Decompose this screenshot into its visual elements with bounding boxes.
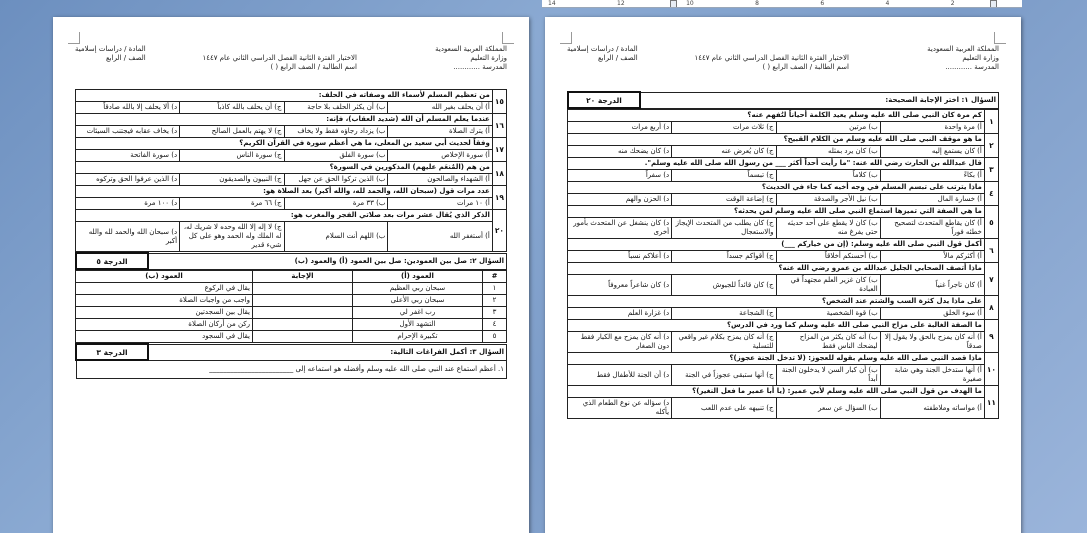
answer-option[interactable]: أ) يترك الصلاة <box>388 126 492 138</box>
question-stem: عدد مرات قول (سبحان الله، والحمد لله، والله أكبر) بعد الصلاة هو: <box>76 186 493 198</box>
answer-option[interactable]: د) أن الجنة للأطفال فقط <box>568 365 672 386</box>
ruler-tick: 6 <box>820 0 825 7</box>
question-stem: كم مرة كان النبي صلى الله عليه وسلم يعيد الكلمة أحياناً لتُفهم عنه؟ <box>568 110 985 122</box>
ruler-tick: 14 <box>548 0 556 7</box>
question-stem-row <box>568 110 999 122</box>
exam-sheet <box>75 89 507 379</box>
question-stem-row <box>76 186 507 198</box>
margin-corner-mark <box>502 32 514 44</box>
question-stem: على ماذا يدل كثرة السب والشتم عند الشخص؟ <box>568 296 985 308</box>
question-number: ١ <box>984 110 998 134</box>
answer-option[interactable]: د) سبحان الله والحمد لله والله أكبر <box>76 222 180 252</box>
question-options-row <box>568 365 999 386</box>
question-stem: وفقاً لحديث أبي سعيد بن المعلى، ما هي أعظم سورة في القرآن الكريم؟ <box>76 138 493 150</box>
question-stem: أكمل قول النبي صلى الله عليه وسلم: (إن من خياركم ___) <box>568 239 985 251</box>
answer-option[interactable]: د) كان شاعراً معروفاً <box>568 275 672 296</box>
kingdom-text: المملكة العربية السعودية <box>927 45 999 53</box>
question-options-row <box>568 308 999 320</box>
exam-header <box>567 45 999 81</box>
mcq-table <box>567 109 999 419</box>
answer-option[interactable]: أ) خسارة المال <box>880 194 984 206</box>
kingdom-text: المملكة العربية السعودية <box>435 45 507 53</box>
answer-option[interactable]: ج) أقواكم جسداً <box>672 251 776 263</box>
answer-option[interactable]: د) الذين عرفوا الحق وتركوه <box>76 174 180 186</box>
question-stem: من هم (المُنعَم عليهم) المذكورين في السورة؟ <box>76 162 493 174</box>
answer-option[interactable]: ج) ثلاث مرات <box>672 122 776 134</box>
mcq-table <box>75 89 507 252</box>
question-stem: ماذا قصد النبي صلى الله عليه وسلم بقوله للعجوز: (لا تدخل الجنة عجوز)؟ <box>568 353 985 365</box>
question-stem: عندما يعلم المسلم أن الله (شديد العقاب)، فإنه: <box>76 114 493 126</box>
column-a-item: تكبيرة الإحرام <box>353 331 483 343</box>
column-b-item: يقال بين السجدتين <box>76 307 253 319</box>
answer-option[interactable]: أ) كان يقاطع المتحدث لتصحيح خطئه فوراً <box>880 218 984 239</box>
question-number: ٦ <box>984 239 998 263</box>
indent-marker[interactable] <box>670 0 677 8</box>
answer-option[interactable]: ج) إضاعة الوقت <box>672 194 776 206</box>
answer-option[interactable]: د) سفراً <box>568 170 672 182</box>
answer-option[interactable]: أ) بكاءً <box>880 170 984 182</box>
question-options-row <box>76 222 507 252</box>
question-number: ٢ <box>984 134 998 158</box>
answer-option[interactable]: ب) أن يكثر الحلف بلا حاجة <box>284 102 388 114</box>
question-options-row <box>76 102 507 114</box>
fill-blanks-header <box>75 343 507 379</box>
question-stem-row <box>568 239 999 251</box>
answer-option[interactable]: ب) كان يرد بمثله <box>776 146 880 158</box>
ruler-ticks <box>542 0 1022 7</box>
student-name-line: اسم الطالبة / الصف الرابع ( ) <box>762 63 849 71</box>
ruler-tick: 8 <box>755 0 759 7</box>
answer-option[interactable]: أ) مرة واحدة <box>880 122 984 134</box>
ruler-tick: 2 <box>950 0 955 7</box>
section3-title: السؤال ٣: أكمل الفراغات التالية: <box>148 344 507 360</box>
answer-option[interactable]: أ) ١٠ مرات <box>388 198 492 210</box>
matching-row <box>76 331 507 343</box>
matching-number: ٣ <box>483 307 507 319</box>
answer-option[interactable]: د) سؤاله عن نوع الطعام الذي يأكله <box>568 398 672 419</box>
question-stem-row <box>568 134 999 146</box>
answer-option[interactable]: أ) مواساته وملاطفته <box>880 398 984 419</box>
ministry-text: وزارة التعليم <box>470 54 507 62</box>
question-stem: ما هي الصفة التي تميزها استماع النبي صلى الله عليه وسلم لمن يحدثه؟ <box>568 206 985 218</box>
question-number: ٤ <box>984 182 998 206</box>
answer-option[interactable]: ب) ٣٣ مرة <box>284 198 388 210</box>
question-stem-row <box>76 90 507 102</box>
answer-option[interactable]: ج) ٦٦ مرة <box>180 198 284 210</box>
exam-header <box>75 45 507 81</box>
question-number: ٩ <box>984 320 998 353</box>
document-page-2 <box>53 17 529 533</box>
matching-header-row <box>76 271 507 283</box>
answer-option[interactable]: د) غزارة العلم <box>568 308 672 320</box>
question-number: ٧ <box>984 263 998 296</box>
answer-option[interactable]: د) ١٠٠ مرة <box>76 198 180 210</box>
answer-option[interactable]: د) كان يضحك منه <box>568 146 672 158</box>
answer-cell[interactable] <box>253 307 353 319</box>
question-number: ١٠ <box>984 353 998 386</box>
column-a-item: رب اغفر لي <box>353 307 483 319</box>
matching-row <box>76 283 507 295</box>
answer-option[interactable]: ج) كان قائداً للجيوش <box>672 275 776 296</box>
answer-cell[interactable] <box>253 295 353 307</box>
answer-option[interactable]: ب) أنه كان يكثر من المزاح ليضحك الناس فقط <box>776 332 880 353</box>
question-options-row <box>568 170 999 182</box>
horizontal-ruler[interactable] <box>542 0 1022 8</box>
question-stem: ماذا يترتب على تبسم المسلم في وجه أخيه كما جاء في الحديث؟ <box>568 182 985 194</box>
answer-option[interactable]: أ) أنه كان يمزح بالحق ولا يقول إلا صدقاً <box>880 332 984 353</box>
margin-corner-mark <box>994 32 1006 44</box>
answer-option[interactable]: ج) أنه كان يمزح بكلام غير واقعي للتسلية <box>672 332 776 353</box>
matching-row <box>76 307 507 319</box>
subject-text: المادة / دراسات إسلامية <box>567 45 638 53</box>
ministry-text: وزارة التعليم <box>962 54 999 62</box>
answer-option[interactable]: ب) أن كبار السن لا يدخلون الجنة أبداً <box>776 365 880 386</box>
answer-option[interactable]: ج) الشجاعة <box>672 308 776 320</box>
question-stem-row <box>568 296 999 308</box>
answer-option[interactable]: د) أربع مرات <box>568 122 672 134</box>
answer-option[interactable]: ب) قوة الشخصية <box>776 308 880 320</box>
question-number: ٢٠ <box>492 210 506 252</box>
column-b-item: يقال في السجود <box>76 331 253 343</box>
matching-number: ١ <box>483 283 507 295</box>
column-b-item: واجب من واجبات الصلاة <box>76 295 253 307</box>
column-b-item: يقال في الركوع <box>76 283 253 295</box>
column-a-item: سبحان ربي الأعلى <box>353 295 483 307</box>
section2-grade-box: الدرجة ٥ <box>76 253 148 269</box>
subject-text: المادة / دراسات إسلامية <box>75 45 146 53</box>
blank-item-1: ١. أعظم استماع عند النبي صلى الله عليه وسلم وأفضله هو استماعه إلى ________________________ <box>76 360 507 378</box>
answer-cell[interactable] <box>253 283 353 295</box>
question-stem-row <box>76 114 507 126</box>
exam-title: الاختبار الفترة الثانية الفصل الدراسي الثاني عام ١٤٤٧ <box>202 54 357 62</box>
matching-number: ٥ <box>483 331 507 343</box>
answer-cell[interactable] <box>253 331 353 343</box>
answer-option[interactable]: ج) لا يهتم بالعمل الصالح <box>180 126 284 138</box>
col-a-header: العمود (أ) <box>353 271 483 283</box>
answer-option[interactable]: د) كان ينشغل عن المتحدث بأمور أخرى <box>568 218 672 239</box>
answer-option[interactable]: أ) كان تاجراً غنياً <box>880 275 984 296</box>
question-options-row <box>76 198 507 210</box>
answer-option[interactable]: ج) أن يحلف بالله كاذباً <box>180 102 284 114</box>
section2-title: السؤال ٢: صل بين العمودين: صل بين العمود (أ) والعمود (ب) <box>148 253 507 269</box>
answer-option[interactable]: ب) يزداد رجاؤه فقط ولا يخاف <box>284 126 388 138</box>
question-options-row <box>568 146 999 158</box>
answer-option[interactable]: ج) تبسماً <box>672 170 776 182</box>
answer-option[interactable]: ب) كلاماً <box>776 170 880 182</box>
exam-title: الاختبار الفترة الثانية الفصل الدراسي الثاني عام ١٤٤٧ <box>694 54 849 62</box>
answer-option[interactable]: د) أعلاكم نسباً <box>568 251 672 263</box>
answer-option[interactable]: ب) كان غزير العلم مجتهداً في العبادة <box>776 275 880 296</box>
question-options-row <box>568 332 999 353</box>
grade-text: الصف / الرابع <box>597 54 638 62</box>
answer-option[interactable]: د) ألا يحلف إلا بالله صادقاً <box>76 102 180 114</box>
question-options-row <box>568 275 999 296</box>
answer-option[interactable]: ب) السؤال عن سعر <box>776 398 880 419</box>
right-indent-marker[interactable] <box>990 0 997 8</box>
matching-row <box>76 295 507 307</box>
margin-corner-mark <box>560 32 572 44</box>
question-stem: ما هو موقف النبي صلى الله عليه وسلم من الكلام القبيح؟ <box>568 134 985 146</box>
question-stem: ما الصفة الغالبة على مزاح النبي صلى الله عليه وسلم كما ورد في الدرس؟ <box>568 320 985 332</box>
answer-option[interactable]: أ) كان يستمع إليه <box>880 146 984 158</box>
document-page-1 <box>545 17 1021 533</box>
col-answer-header: الإجابة <box>253 271 353 283</box>
answer-option[interactable]: ج) لا إله إلا الله وحده لا شريك له، له الملك وله الحمد وهو على كل شيء قدير <box>180 222 284 252</box>
column-b-item: ركن من أركان الصلاة <box>76 319 253 331</box>
question-options-row <box>76 174 507 186</box>
column-a-item: التشهد الأول <box>353 319 483 331</box>
question-number: ٨ <box>984 296 998 320</box>
question-stem: ماذا أتصف الصحابي الجليل عبدالله بن عمرو رضي الله عنه؟ <box>568 263 985 275</box>
question-stem-row <box>568 353 999 365</box>
ruler-tick: 4 <box>885 0 890 7</box>
margin-corner-mark <box>68 32 80 44</box>
question-number: ٥ <box>984 206 998 239</box>
grade-text: الصف / الرابع <box>105 54 146 62</box>
matching-number: ٢ <box>483 295 507 307</box>
question-options-row <box>76 126 507 138</box>
question-stem-row <box>568 263 999 275</box>
question-number: ١٥ <box>492 90 506 114</box>
matching-table <box>75 270 507 343</box>
answer-option[interactable]: ب) مرتين <box>776 122 880 134</box>
answer-cell[interactable] <box>253 319 353 331</box>
question-stem-row <box>76 210 507 222</box>
answer-option[interactable]: ج) أنها ستبقى عجوزاً في الجنة <box>672 365 776 386</box>
question-options-row <box>568 122 999 134</box>
answer-option[interactable]: د) الحزن والهم <box>568 194 672 206</box>
question-stem-row <box>568 182 999 194</box>
school-text: المدرسة ............ <box>945 63 999 71</box>
question-stem-row <box>76 138 507 150</box>
col-b-header: العمود (ب) <box>76 271 253 283</box>
section3-grade-box: الدرجة ٣ <box>76 344 148 360</box>
question-stem: الذكر الذي يُقال عشر مرات بعد صلاتي الفجر والمغرب هو: <box>76 210 493 222</box>
answer-option[interactable]: أ) أن يحلف بغير الله <box>388 102 492 114</box>
question-number: ١٨ <box>492 162 506 186</box>
matching-number: ٤ <box>483 319 507 331</box>
section1-grade-box: الدرجة ٢٠ <box>568 92 640 108</box>
answer-option[interactable]: أ) سورة الإخلاص <box>388 150 492 162</box>
question-number: ١٧ <box>492 138 506 162</box>
question-stem: ما الهدف من قول النبي صلى الله عليه وسلم لأبي عمير: (يا أبا عمير ما فعل النغير)؟ <box>568 386 985 398</box>
answer-option[interactable]: ج) سورة الناس <box>180 150 284 162</box>
question-stem: قال عبدالله بن الحارث رضي الله عنه: "ما رأيت أحداً أكثر ___ من رسول الله صلى الله عليه وسلم". <box>568 158 985 170</box>
question-options-row <box>76 150 507 162</box>
column-a-item: سبحان ربي العظيم <box>353 283 483 295</box>
matching-row <box>76 319 507 331</box>
answer-option[interactable]: ج) النبيون والصديقون <box>180 174 284 186</box>
question-number: ١٩ <box>492 186 506 210</box>
question-options-row <box>568 398 999 419</box>
section1-title: السؤال ١: اختر الإجابة الصحيحة: <box>640 92 999 108</box>
answer-option[interactable]: ب) نيل الأجر والصدقة <box>776 194 880 206</box>
question-options-row <box>568 251 999 263</box>
student-name-line: اسم الطالبة / الصف الرابع ( ) <box>270 63 357 71</box>
answer-option[interactable]: ب) كان لا يقطع على أحد حديثه حتى يفرغ منه <box>776 218 880 239</box>
answer-option[interactable]: أ) أكثركم مالاً <box>880 251 984 263</box>
matching-header-table <box>75 252 507 270</box>
answer-option[interactable]: أ) أستغفر الله <box>388 222 492 252</box>
answer-option[interactable]: ج) تنبيهه على عدم اللعب <box>672 398 776 419</box>
question-number: ١١ <box>984 386 998 419</box>
question-stem-row <box>568 386 999 398</box>
question-number: ١٦ <box>492 114 506 138</box>
question-stem-row <box>76 162 507 174</box>
section1-header <box>567 91 999 109</box>
answer-option[interactable]: ب) اللهم أنت السلام <box>284 222 388 252</box>
answer-option[interactable]: أ) أنها ستدخل الجنة وهي شابة صغيرة <box>880 365 984 386</box>
ruler-tick: 10 <box>686 0 694 7</box>
answer-option[interactable]: ب) سورة الفلق <box>284 150 388 162</box>
ruler-tick: 12 <box>617 0 625 7</box>
answer-option[interactable]: ج) كان يُعرض عنه <box>672 146 776 158</box>
question-stem-row <box>568 158 999 170</box>
exam-sheet <box>567 91 999 419</box>
question-stem: من تعظيم المسلم لأسماء الله وصفاته في الحلف: <box>76 90 493 102</box>
question-options-row <box>568 194 999 206</box>
answer-option[interactable]: أ) سوء الخلق <box>880 308 984 320</box>
answer-option[interactable]: ج) كان يطلب من المتحدث الإيجاز والاستعجال <box>672 218 776 239</box>
answer-option[interactable]: د) يخاف عقابه فيجتنب السيئات <box>76 126 180 138</box>
question-options-row <box>568 218 999 239</box>
answer-option[interactable]: د) أنه كان يمزح مع الكبار فقط دون الصغار <box>568 332 672 353</box>
answer-option[interactable]: أ) الشهداء والصالحون <box>388 174 492 186</box>
answer-option[interactable]: ب) الذين تركوا الحق عن جهل <box>284 174 388 186</box>
answer-option[interactable]: د) سورة الفاتحة <box>76 150 180 162</box>
answer-option[interactable]: ب) أحسنكم أخلاقاً <box>776 251 880 263</box>
question-stem-row <box>568 320 999 332</box>
school-text: المدرسة ............ <box>453 63 507 71</box>
question-number: ٣ <box>984 158 998 182</box>
question-stem-row <box>568 206 999 218</box>
col-num-header: # <box>483 271 507 283</box>
